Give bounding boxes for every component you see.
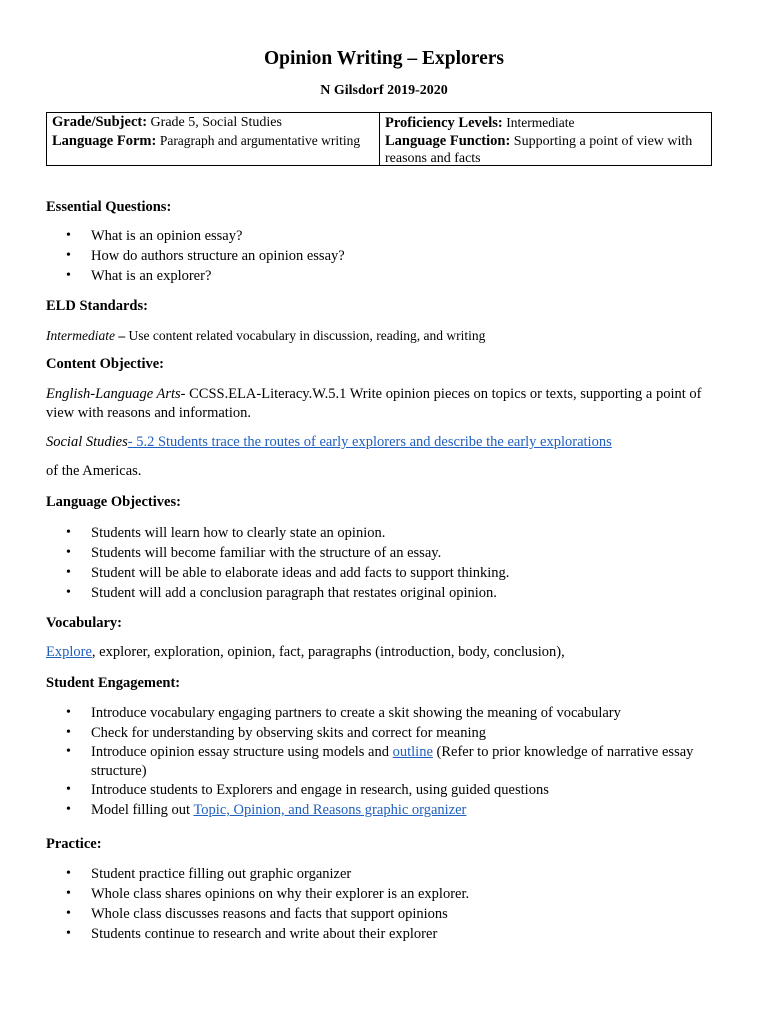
grade-subject-value: Grade 5, Social Studies <box>150 115 282 130</box>
eld-standards-heading: ELD Standards: <box>46 298 148 314</box>
list-item <box>46 800 726 820</box>
student-engagement-list <box>46 703 726 820</box>
eld-level: Intermediate <box>46 328 115 343</box>
engagement-item3-rest: (Refer to prior knowledge of narrative essay structure) <box>91 744 694 779</box>
list-item: • What is an opinion essay? <box>46 226 726 246</box>
eld-dash: – <box>114 328 129 343</box>
social-studies-subject: Social Studies <box>46 434 128 450</box>
essential-questions-heading: Essential Questions: <box>46 199 172 215</box>
list-item <box>46 743 726 780</box>
info-table <box>46 112 712 166</box>
explore-link[interactable]: Explore <box>46 644 92 660</box>
language-function-value: Supporting a point of view with reasons and facts <box>385 133 693 166</box>
proficiency-label: Proficiency Levels: <box>385 115 503 131</box>
practice-list <box>46 864 726 944</box>
social-studies-continuation: of the Americas. <box>46 463 142 479</box>
list-item: • Whole class discusses reasons and facts that support opinions <box>46 904 726 924</box>
language-objectives-list <box>46 523 726 603</box>
engagement-item5-text: Model filling out <box>91 802 194 818</box>
vocabulary-terms: , explorer, exploration, opinion, fact, paragraphs (introduction, body, conclusion), <box>91 644 565 660</box>
list-item: • Whole class shares opinions on why their explorer is an explorer. <box>46 884 726 904</box>
graphic-organizer-link[interactable]: Topic, Opinion, and Reasons graphic organizer <box>193 802 467 818</box>
list-item: • Students will become familiar with the structure of an essay. <box>46 543 726 563</box>
proficiency-value: Intermediate <box>506 115 575 130</box>
social-studies-objective <box>46 433 726 452</box>
list-item: • Students will learn how to clearly state an opinion. <box>46 523 726 543</box>
ela-subject: English-Language Arts <box>46 386 181 402</box>
ela-standard-text: - CCSS.ELA-Literacy.W.5.1 Write opinion pieces on topics or texts, supporting a point of view with reasons and information. <box>46 386 702 421</box>
info-cell-left <box>47 113 380 165</box>
list-item: • Student practice filling out graphic organizer <box>46 864 726 884</box>
essential-questions-list <box>46 226 726 286</box>
vocabulary-text <box>46 643 726 662</box>
language-form-row <box>52 132 374 151</box>
list-item: • How do authors structure an opinion essay? <box>46 246 726 266</box>
list-item: • Introduce vocabulary engaging partners to create a skit showing the meaning of vocabulary <box>46 703 726 723</box>
list-item: • Introduce students to Explorers and engage in research, using guided questions <box>46 780 726 800</box>
document-title: Opinion Writing – Explorers <box>263 48 504 69</box>
vocabulary-heading: Vocabulary: <box>46 615 122 631</box>
ela-objective <box>46 385 726 423</box>
author-year: N Gilsdorf 2019-2020 <box>320 83 448 98</box>
student-engagement-heading: Student Engagement: <box>46 675 181 691</box>
content-objective-heading: Content Objective: <box>46 356 164 372</box>
language-form-value: Paragraph and argumentative writing <box>159 132 361 148</box>
list-item: • Student will add a conclusion paragraph that restates original opinion. <box>46 583 726 603</box>
proficiency-row <box>385 114 706 133</box>
language-function-row <box>385 133 706 168</box>
language-function-label: Language Function: <box>385 132 511 149</box>
list-item: • Student will be able to elaborate ideas and add facts to support thinking. <box>46 563 726 583</box>
social-studies-standard-link[interactable]: - 5.2 Students trace the routes of early explorers and describe the early explorations <box>127 434 612 450</box>
grade-subject-label: Grade/Subject: <box>52 114 148 130</box>
list-item: • What is an explorer? <box>46 266 726 286</box>
eld-standards-text <box>46 326 726 345</box>
language-objectives-heading: Language Objectives: <box>46 494 181 510</box>
practice-heading: Practice: <box>46 836 102 852</box>
list-item: • Check for understanding by observing skits and correct for meaning <box>46 723 726 743</box>
eld-description: Use content related vocabulary in discussion, reading, and writing <box>128 328 486 343</box>
outline-link[interactable]: outline <box>392 744 433 760</box>
language-form-label: Language Form: <box>52 132 157 149</box>
grade-subject-row <box>52 114 374 132</box>
info-cell-right <box>380 113 711 165</box>
engagement-item3-text: Introduce opinion essay structure using models and <box>91 744 393 760</box>
list-item: • Students continue to research and write about their explorer <box>46 924 726 944</box>
